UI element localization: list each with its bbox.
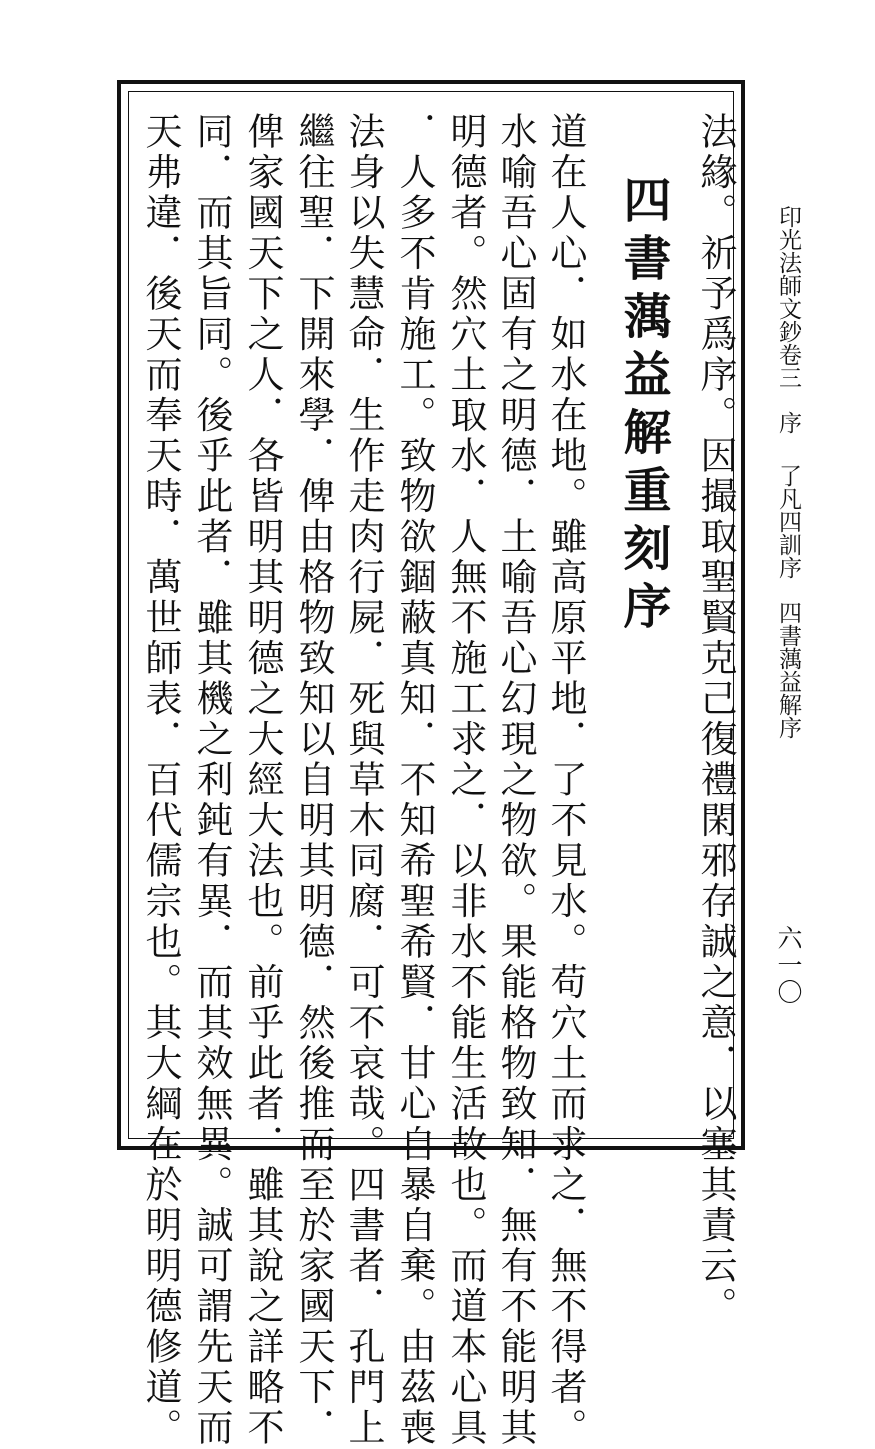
text-column: 明德者。然穴土取水．人無不施工求之．以非水不能生活故也。而道本心具 <box>444 112 487 1449</box>
text-column: 天弗違．後天而奉天時．萬世師表．百代儒宗也。其大綱在於明明德修道。 <box>139 112 182 1449</box>
text-column: 道在人心．如水在地。雖高原平地．了不見水。苟穴土而求之．無不得者。 <box>544 112 587 1449</box>
running-head-article-curr: 四書蕅益解序 <box>775 601 801 739</box>
text-column: 水喻吾心固有之明德．土喻吾心幻現之物欲。果能格物致知．無有不能明其 <box>494 112 537 1449</box>
running-head-section: 序 <box>775 411 801 434</box>
text-column: ．人多不肯施工。致物欲錮蔽真知．不知希聖希賢．甘心自暴自棄。由茲喪 <box>393 112 436 1449</box>
text-column: 法緣。祈予爲序。因撮取聖賢克己復禮閑邪存誠之意．以塞其責云。 <box>694 112 737 1327</box>
text-column: 法身以失慧命．生作走肉行屍．死與草木同腐．可不哀哉。四書者．孔門上 <box>342 112 385 1449</box>
text-column: 俾家國天下之人．各皆明其明德之大經大法也。前乎此者．雖其說之詳略不 <box>241 112 284 1449</box>
page-title: 四書蕅益解重刻序 <box>615 175 671 639</box>
text-column: 繼往聖．下開來學．俾由格物致知以自明其明德．然後推而至於家國天下． <box>292 112 335 1449</box>
running-head-article-prev: 了凡四訓序 <box>775 464 801 579</box>
running-head-book: 印光法師文鈔卷三 <box>775 205 801 389</box>
page-number: 六一〇 <box>774 925 803 1006</box>
text-column: 同．而其旨同。後乎此者．雖其機之利鈍有異．而其效無異。誠可謂先天而 <box>190 112 233 1449</box>
running-head <box>776 205 799 739</box>
